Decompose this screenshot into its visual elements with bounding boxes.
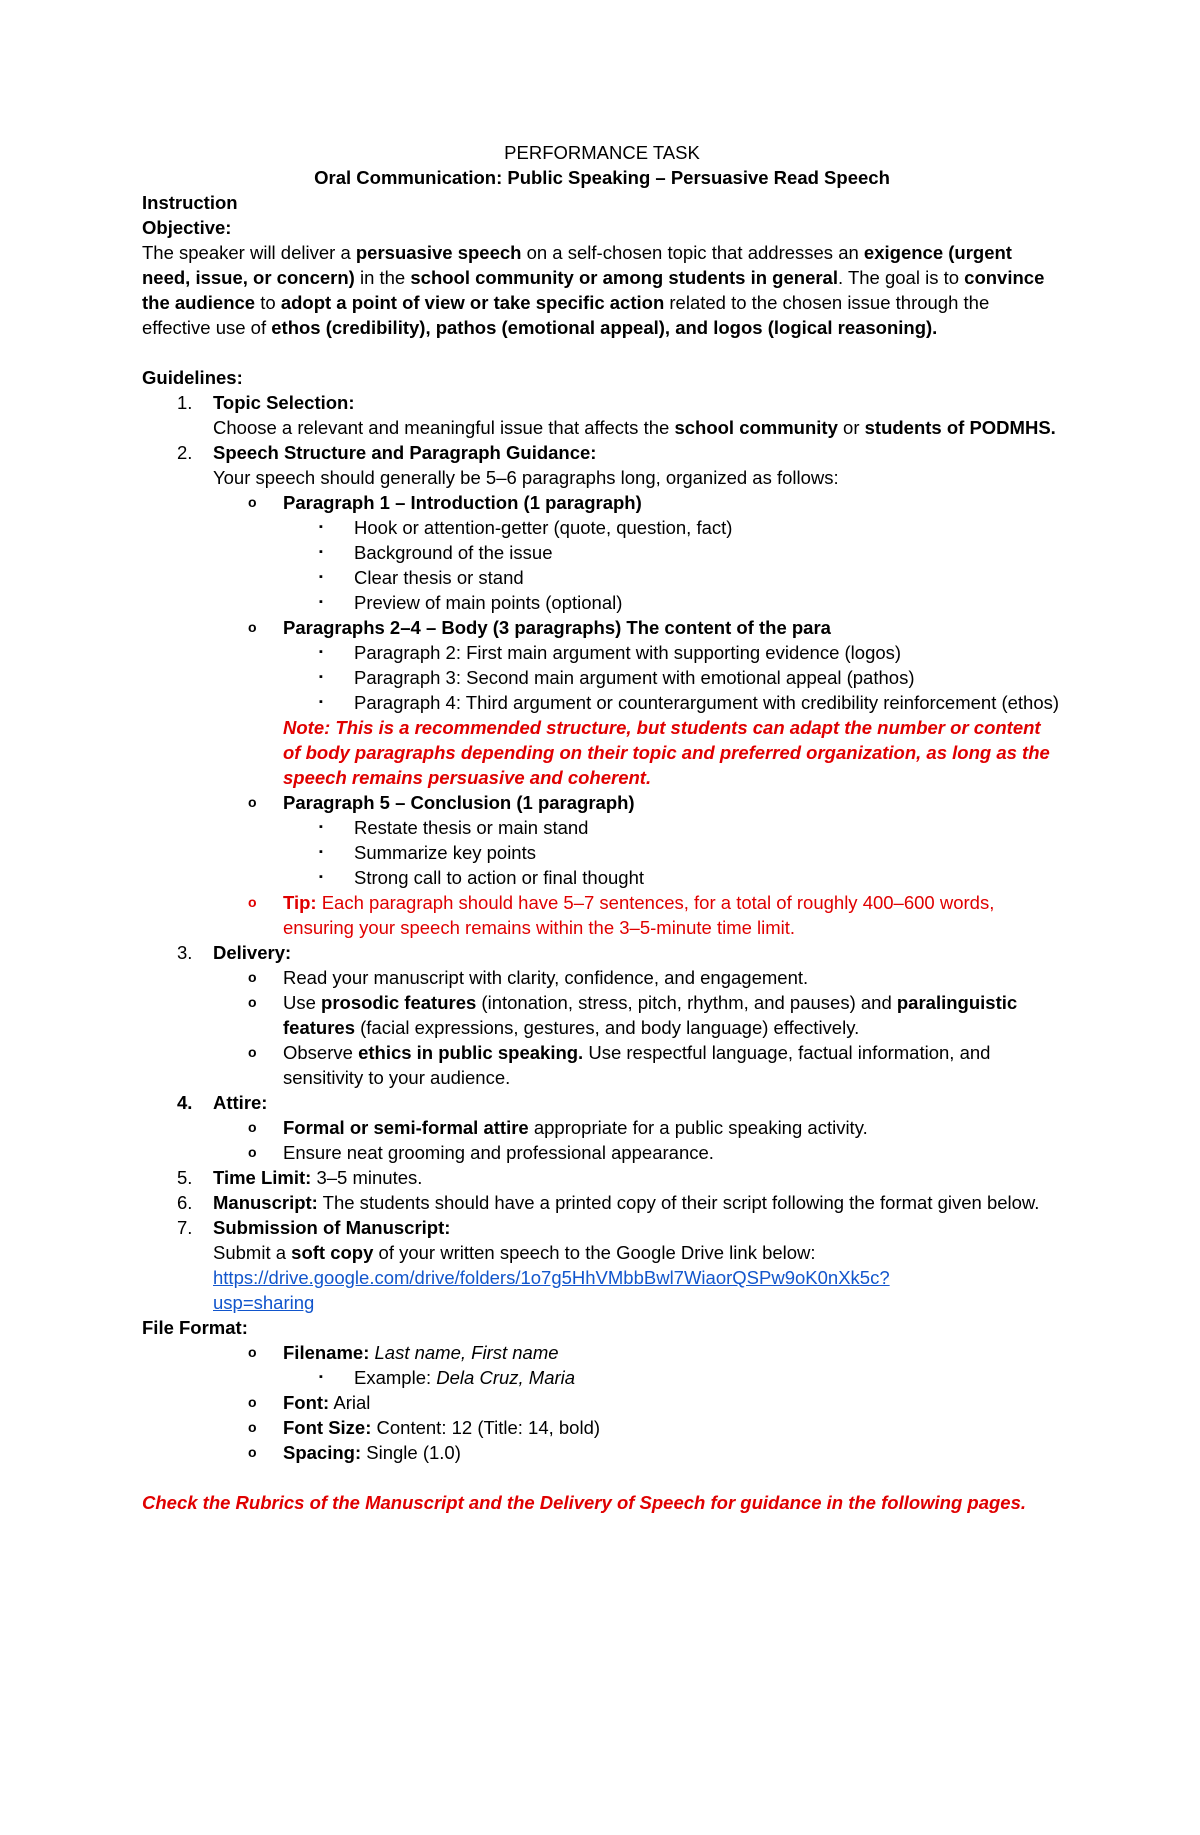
guideline-manuscript: 6. Manuscript: The students should have a printed copy of their script following the format given below. — [177, 1192, 1040, 1213]
file-format-font-size: o Font Size: Content: 12 (Title: 14, bold) — [248, 1417, 601, 1438]
list-item: ▪ Paragraph 2: First main argument with supporting evidence (logos) — [319, 642, 902, 663]
guidelines-heading: Guidelines: — [142, 367, 243, 388]
list-item: ▪ Background of the issue — [319, 542, 553, 563]
list-item: ▪ Restate thesis or main stand — [319, 817, 589, 838]
rubrics-note: Check the Rubrics of the Manuscript and the Delivery of Speech for guidance in the following pages. — [142, 1492, 1027, 1513]
list-item: ▪ Strong call to action or final thought — [319, 867, 645, 888]
objective-paragraph: The speaker will deliver a persuasive speech on a self-chosen topic that addresses an exigence (urgent need, issue, or concern) in the school community or among students in general. The goal is to convince the audience to adopt a point of view or take specific action related to the chosen issue through the effective use of ethos (credibility), pathos (emotional appeal), and logos (logical reasoning). — [142, 242, 1045, 338]
guideline-time-limit: 5. Time Limit: 3–5 minutes. — [177, 1167, 423, 1188]
document-content — [142, 140, 1062, 1515]
list-item: o Use prosodic features (intonation, stress, pitch, rhythm, and pauses) and paralinguistic features (facial expressions, gestures, and body language) effectively. — [248, 992, 1018, 1038]
list-item: o Observe ethics in public speaking. Use respectful language, factual information, and sensitivity to your audience. — [248, 1042, 991, 1088]
drive-link[interactable]: https://drive.google.com/drive/folders/1o7g5HhVMbbBwl7WiaorQSPw9oK0nXk5c? usp=sharing — [213, 1267, 890, 1313]
structure-tip: o Tip: Each paragraph should have 5–7 sentences, for a total of roughly 400–600 words, ensuring your speech remains within the 3–5-minute time limit. — [248, 892, 995, 938]
file-format-heading: File Format: — [142, 1317, 248, 1338]
list-item: ▪ Clear thesis or stand — [319, 567, 524, 588]
list-item: ▪ Paragraph 4: Third argument or counterargument with credibility reinforcement (ethos) — [319, 692, 1060, 713]
structure-body: o Paragraphs 2–4 – Body (3 paragraphs) The content of the para — [248, 617, 831, 638]
objective-heading: Objective: — [142, 217, 232, 238]
list-item: ▪ Preview of main points (optional) — [319, 592, 623, 613]
file-format-filename: o Filename: Last name, First name — [248, 1342, 559, 1363]
list-item: o Formal or semi-formal attire appropriate for a public speaking activity. — [248, 1117, 868, 1138]
guideline-topic-selection: 1. Topic Selection: Choose a relevant and meaningful issue that affects the school community or students of PODMHS. — [177, 392, 1056, 438]
page-title: PERFORMANCE TASK — [504, 142, 700, 163]
list-item: o Ensure neat grooming and professional appearance. — [248, 1142, 714, 1163]
list-item: ▪ Hook or attention-getter (quote, question, fact) — [319, 517, 733, 538]
structure-introduction: o Paragraph 1 – Introduction (1 paragraph) — [248, 492, 642, 513]
list-item: o Read your manuscript with clarity, confidence, and engagement. — [248, 967, 809, 988]
structure-note: Note: This is a recommended structure, but students can adapt the number or content of body paragraphs depending on their topic and preferred organization, as long as the speech remains persuasive and coherent. — [283, 717, 1050, 788]
file-format-font: o Font: Arial — [248, 1392, 371, 1413]
guideline-speech-structure: 2. Speech Structure and Paragraph Guidance: Your speech should generally be 5–6 paragraphs long, organized as follows: — [177, 442, 839, 488]
guideline-attire: 4. Attire: — [177, 1092, 268, 1113]
structure-conclusion: o Paragraph 5 – Conclusion (1 paragraph) — [248, 792, 635, 813]
guideline-delivery: 3. Delivery: — [177, 942, 292, 963]
page-subtitle: Oral Communication: Public Speaking – Persuasive Read Speech — [314, 167, 890, 188]
list-item: ▪ Paragraph 3: Second main argument with emotional appeal (pathos) — [319, 667, 915, 688]
file-format-spacing: o Spacing: Single (1.0) — [248, 1442, 461, 1463]
list-item: ▪ Summarize key points — [319, 842, 536, 863]
instruction-heading: Instruction — [142, 192, 238, 213]
file-format-example: ▪ Example: Dela Cruz, Maria — [319, 1367, 576, 1388]
guideline-submission: 7. Submission of Manuscript: Submit a soft copy of your written speech to the Google Drive link below: https://drive.google.com/drive/folders/1o7g5HhVMbbBwl7WiaorQSPw9oK0nXk5c? usp=sharing — [142, 1215, 1062, 1315]
